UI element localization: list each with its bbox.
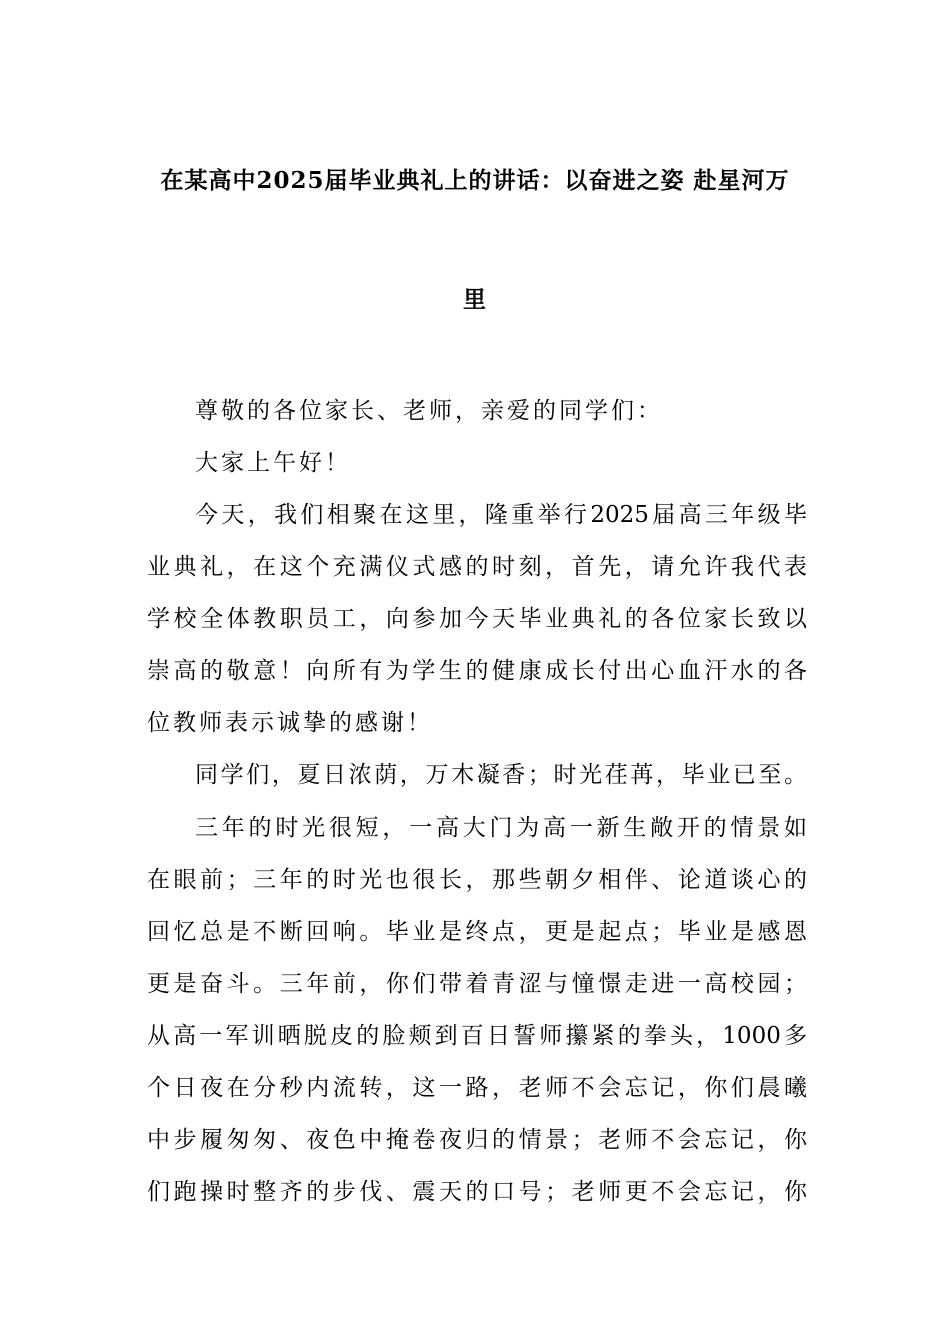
body-line: 崇高的敬意！向所有为学生的健康成长付出心血汗水的各 — [147, 658, 807, 684]
body-line: 们跑操时整齐的步伐、震天的口号；老师更不会忘记，你 — [147, 1179, 807, 1205]
body-line: 三年的时光很短，一高大门为高一新生敞开的情景如 — [195, 815, 807, 841]
body-line: 回忆总是不断回响。毕业是终点，更是起点；毕业是感恩 — [147, 919, 807, 945]
salutation-line: 尊敬的各位家长、老师，亲爱的同学们： — [195, 398, 663, 424]
body-line: 中步履匆匆、夜色中掩卷夜归的情景；老师不会忘记，你 — [147, 1127, 807, 1153]
body-line: 位教师表示诚挚的感谢！ — [147, 710, 433, 736]
body-line: 今天，我们相聚在这里，隆重举行2025届高三年级毕 — [195, 502, 807, 528]
body-line: 同学们，夏日浓荫，万木凝香；时光荏苒，毕业已至。 — [195, 762, 807, 788]
body-line: 更是奋斗。三年前，你们带着青涩与憧憬走进一高校园； — [147, 971, 807, 997]
body-line: 个日夜在分秒内流转，这一路，老师不会忘记，你们晨曦 — [147, 1075, 807, 1101]
body-line: 在眼前；三年的时光也很长，那些朝夕相伴、论道谈心的 — [147, 867, 807, 893]
body-line: 学校全体教职员工，向参加今天毕业典礼的各位家长致以 — [147, 606, 807, 632]
document-title-line-2: 里 — [463, 286, 487, 313]
document-title-line-1: 在某高中2025届毕业典礼上的讲话：以奋进之姿 赴星河万 — [160, 167, 790, 194]
greeting-line: 大家上午好！ — [195, 450, 351, 476]
body-line: 从高一军训晒脱皮的脸颊到百日誓师攥紧的拳头，1000多 — [147, 1023, 807, 1049]
body-line: 业典礼，在这个充满仪式感的时刻，首先，请允许我代表 — [147, 554, 807, 580]
